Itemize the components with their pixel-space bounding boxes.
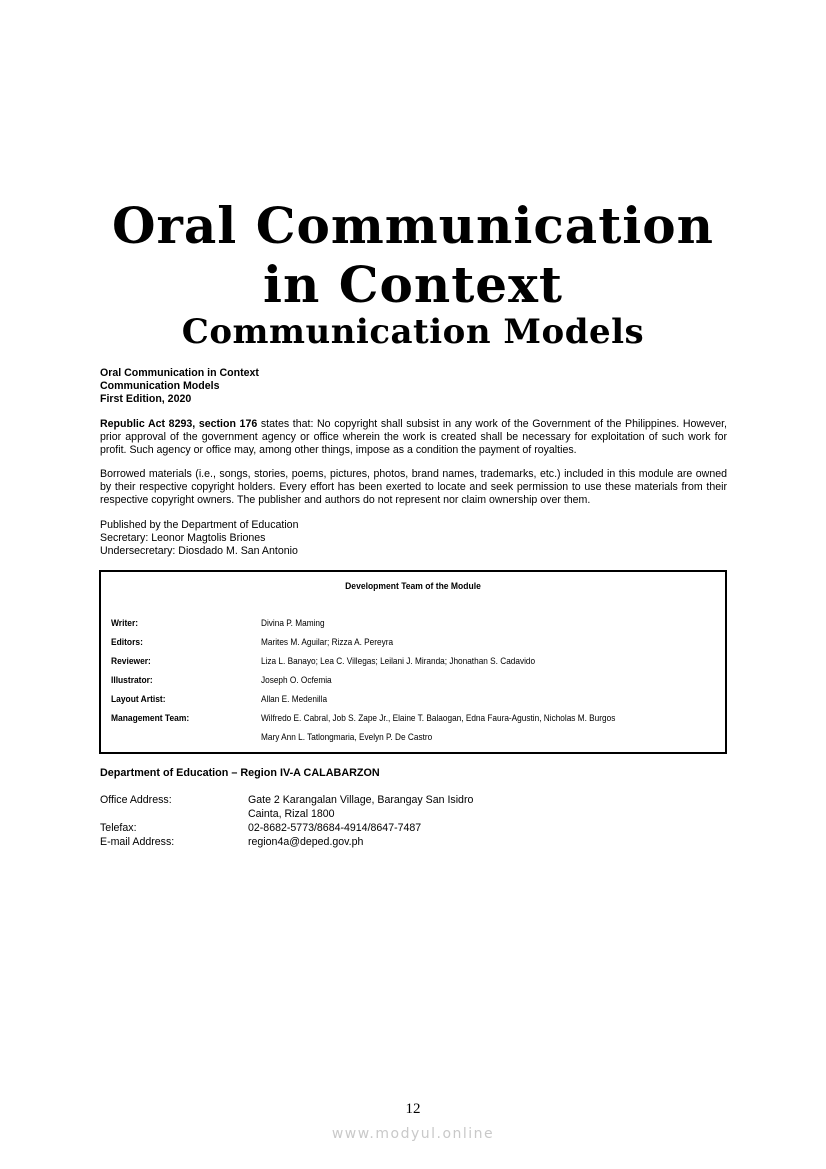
copyright-lead: Republic Act 8293, section 176 <box>100 418 258 430</box>
development-team-box <box>99 570 727 754</box>
team-names: Liza L. Banayo; Lea C. Villegas; Leilani J. Miranda; Jhonathan S. Cadavido <box>261 655 536 666</box>
publisher-info <box>100 519 727 558</box>
team-row-illustrator <box>111 674 716 688</box>
team-role: Reviewer: <box>111 655 151 666</box>
undersecretary-line: Undersecretary: Diosdado M. San Antonio <box>100 545 298 557</box>
edition-number: First Edition, 2020 <box>100 393 192 405</box>
watermark: www.modyul.online <box>331 1126 495 1142</box>
team-names: Mary Ann L. Tatlongmaria, Evelyn P. De Castro <box>261 731 433 742</box>
office-address-label: Office Address: <box>100 794 172 806</box>
edition-info <box>100 367 727 406</box>
page-number: 12 <box>405 1101 421 1117</box>
edition-title: Oral Communication in Context <box>100 367 259 379</box>
team-heading: Development Team of the Module <box>345 581 481 592</box>
team-role: Management Team: <box>111 712 190 723</box>
team-row-management <box>111 712 716 726</box>
office-address-line-2: Cainta, Rizal 1800 <box>248 808 335 820</box>
team-row-reviewer <box>111 655 716 669</box>
team-role: Layout Artist: <box>111 693 166 704</box>
telefax-value: 02-8682-5773/8684-4914/8647-7487 <box>248 822 422 834</box>
email-value: region4a@deped.gov.ph <box>248 836 364 848</box>
copyright-notice <box>100 418 727 457</box>
title-line-2: in Context <box>262 255 564 314</box>
subtitle: Communication Models <box>181 312 645 352</box>
telefax-label: Telefax: <box>100 822 137 834</box>
team-role: Editors: <box>111 636 143 647</box>
title-line-1: Oral Communication <box>112 196 714 255</box>
team-names: Divina P. Maming <box>261 617 325 628</box>
team-names: Allan E. Medenilla <box>261 693 328 704</box>
region-heading: Department of Education – Region IV-A CALABARZON <box>100 767 380 779</box>
edition-subtitle: Communication Models <box>100 380 220 392</box>
team-names: Joseph O. Ocfemia <box>261 674 332 685</box>
copyright-text: states that: No copyright shall subsist in any work of the Government of the Philippines. However, prior approval of the government agency or office wherein the work is created shall be necessary for exploitation of such work for profit. Such agency or office may, among other things, impose as a condition the payment of royalties. <box>100 418 727 456</box>
team-names: Marites M. Aguilar; Rizza A. Pereyra <box>261 636 394 647</box>
team-row-writer <box>111 617 716 631</box>
office-address-line-1: Gate 2 Karangalan Village, Barangay San Isidro <box>248 794 474 806</box>
team-row-management-cont <box>111 731 716 745</box>
team-role: Illustrator: <box>111 674 153 685</box>
team-row-layout-artist <box>111 693 716 707</box>
borrowed-materials-notice: Borrowed materials (i.e., songs, stories, poems, pictures, photos, brand names, trademarks, etc.) included in this module are owned by their respective copyright holders. Every effort has been exerted to locate and seek permission to use these materials from their respective copyright owners. The publisher and authors do not represent nor claim ownership over them. <box>100 468 727 506</box>
secretary-line: Secretary: Leonor Magtolis Briones <box>100 532 266 544</box>
team-role: Writer: <box>111 617 139 628</box>
publisher-line: Published by the Department of Education <box>100 519 299 531</box>
email-label: E-mail Address: <box>100 836 175 848</box>
team-row-editors <box>111 636 716 650</box>
team-names: Wilfredo E. Cabral, Job S. Zape Jr., Elaine T. Balaogan, Edna Faura-Agustin, Nicholas M. Burgos <box>261 712 616 723</box>
